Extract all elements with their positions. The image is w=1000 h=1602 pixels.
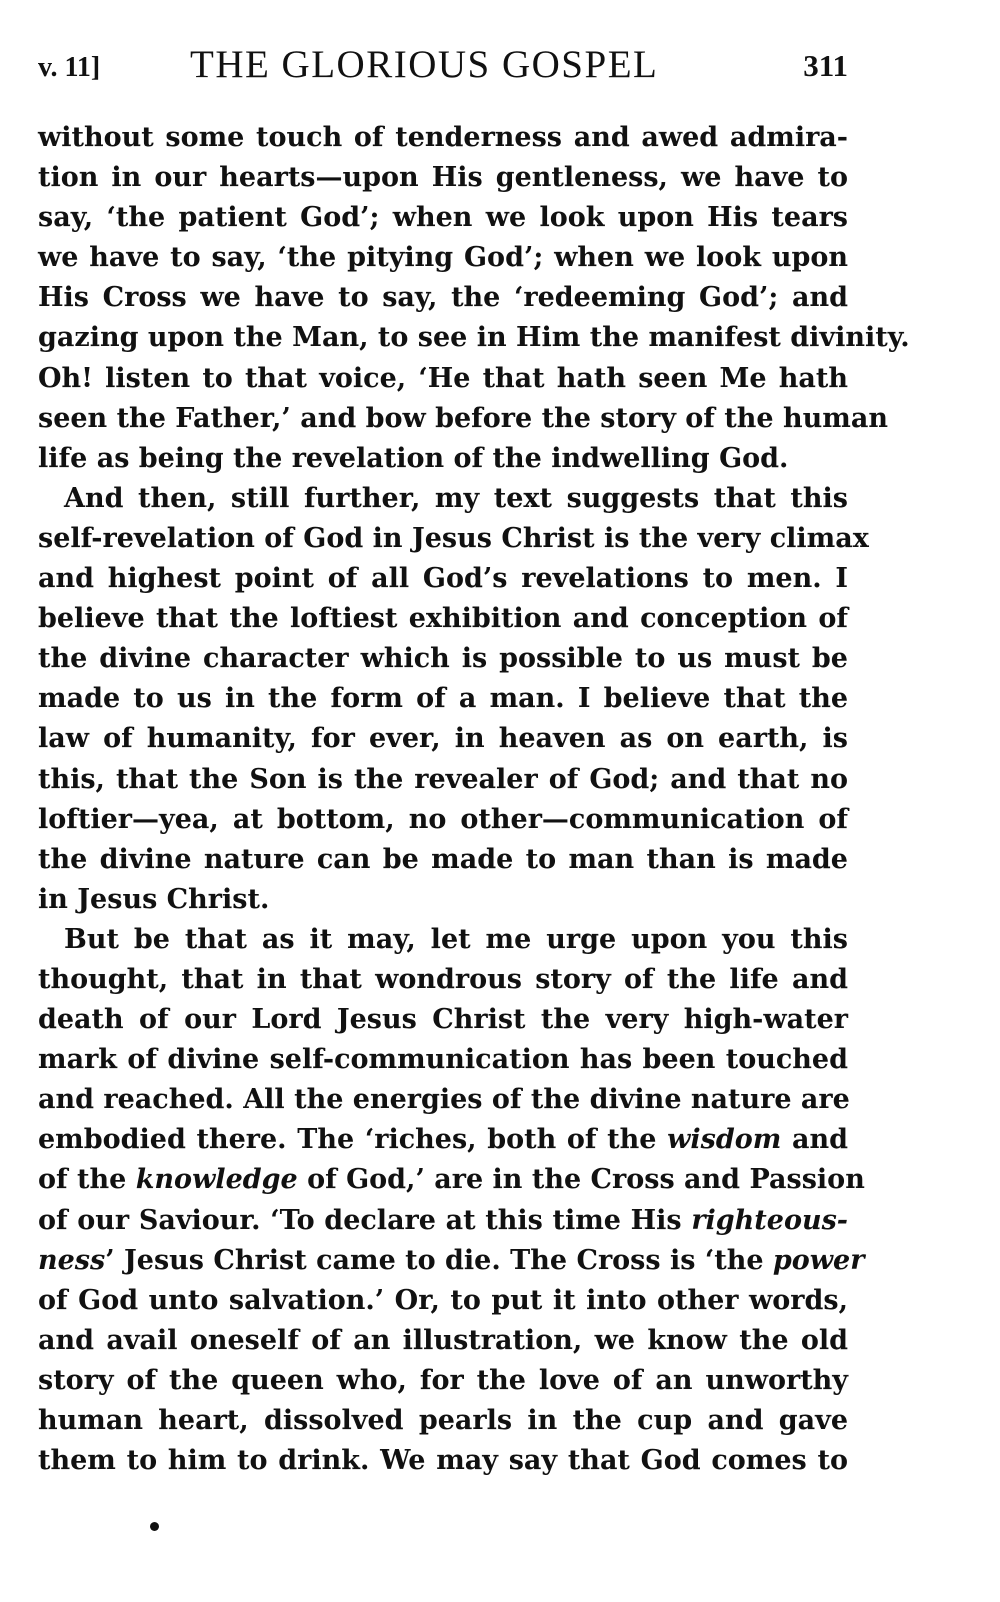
text-line: the divine nature can be made to man than is made — [38, 843, 848, 875]
text-line: His Cross we have to say, the ‘redeeming God’; and — [38, 282, 848, 314]
text-line: them to him to drink. We may say that God comes to — [38, 1445, 848, 1477]
text-line: story of the queen who, for the love of an unworthy — [38, 1364, 848, 1396]
text-line: law of humanity, for ever, in heaven as on earth, is — [38, 723, 848, 755]
text-line: of the knowledge of God,’ are in the Cross and Passion — [38, 1164, 865, 1196]
text-line: in Jesus Christ. — [38, 883, 270, 915]
text-line: death of our Lord Jesus Christ the very high-water — [38, 1004, 848, 1036]
printer-mark — [150, 1522, 159, 1531]
body-text — [38, 118, 910, 1481]
text-line: loftier—yea, at bottom, no other—communication of — [38, 803, 848, 835]
text-line: Oh! listen to that voice, ‘He that hath seen Me hath — [38, 362, 848, 394]
text-line: believe that the loftiest exhibition and conception of — [38, 603, 848, 635]
text-line: and avail oneself of an illustration, we know the old — [38, 1324, 848, 1356]
paragraph — [38, 118, 910, 479]
book-page — [38, 42, 910, 1481]
text-line: self-revelation of God in Jesus Christ is the very climax — [38, 522, 869, 554]
text-line: made to us in the form of a man. I believe that the — [38, 683, 848, 715]
text-line: life as being the revelation of the indwelling God. — [38, 442, 789, 474]
text-line: thought, that in that wondrous story of the life and — [38, 963, 848, 995]
text-line: of God unto salvation.’ Or, to put it into other words, — [38, 1284, 848, 1316]
text-line: ness’ Jesus Christ came to die. The Cross is ‘the power — [38, 1244, 865, 1276]
page-number: 311 — [803, 48, 848, 83]
text-line: this, that the Son is the revealer of God; and that no — [38, 763, 848, 795]
chapter-verse-marker: v. 11] — [38, 52, 101, 83]
text-line: and highest point of all God’s revelations to men. I — [38, 563, 848, 595]
text-line: mark of divine self-communication has been touched — [38, 1044, 848, 1076]
text-line: gazing upon the Man, to see in Him the manifest divinity. — [38, 322, 910, 354]
text-line: embodied there. The ‘riches, both of the wisdom and — [38, 1124, 848, 1156]
text-line: we have to say, ‘the pitying God’; when we look upon — [38, 242, 848, 274]
text-line: seen the Father,’ and bow before the story of the human — [38, 402, 888, 434]
text-line: But be that as it may, let me urge upon you this — [64, 923, 848, 955]
text-line: without some touch of tenderness and awed admira- — [38, 122, 848, 153]
text-line: tion in our hearts—upon His gentleness, we have to — [38, 162, 848, 194]
text-line: And then, still further, my text suggests that this — [64, 482, 848, 514]
text-line: and reached. All the energies of the divine nature are — [38, 1084, 850, 1116]
text-line: human heart, dissolved pearls in the cup and gave — [38, 1405, 848, 1436]
running-head — [38, 42, 848, 92]
running-title: THE GLORIOUS GOSPEL — [190, 43, 659, 86]
text-line: the divine character which is possible to us must be — [38, 643, 848, 675]
paragraph — [38, 920, 865, 1481]
text-line: say, ‘the patient God’; when we look upon His tears — [38, 202, 848, 234]
text-line: of our Saviour. ‘To declare at this time His righteous- — [38, 1204, 848, 1236]
paragraph — [38, 479, 869, 920]
